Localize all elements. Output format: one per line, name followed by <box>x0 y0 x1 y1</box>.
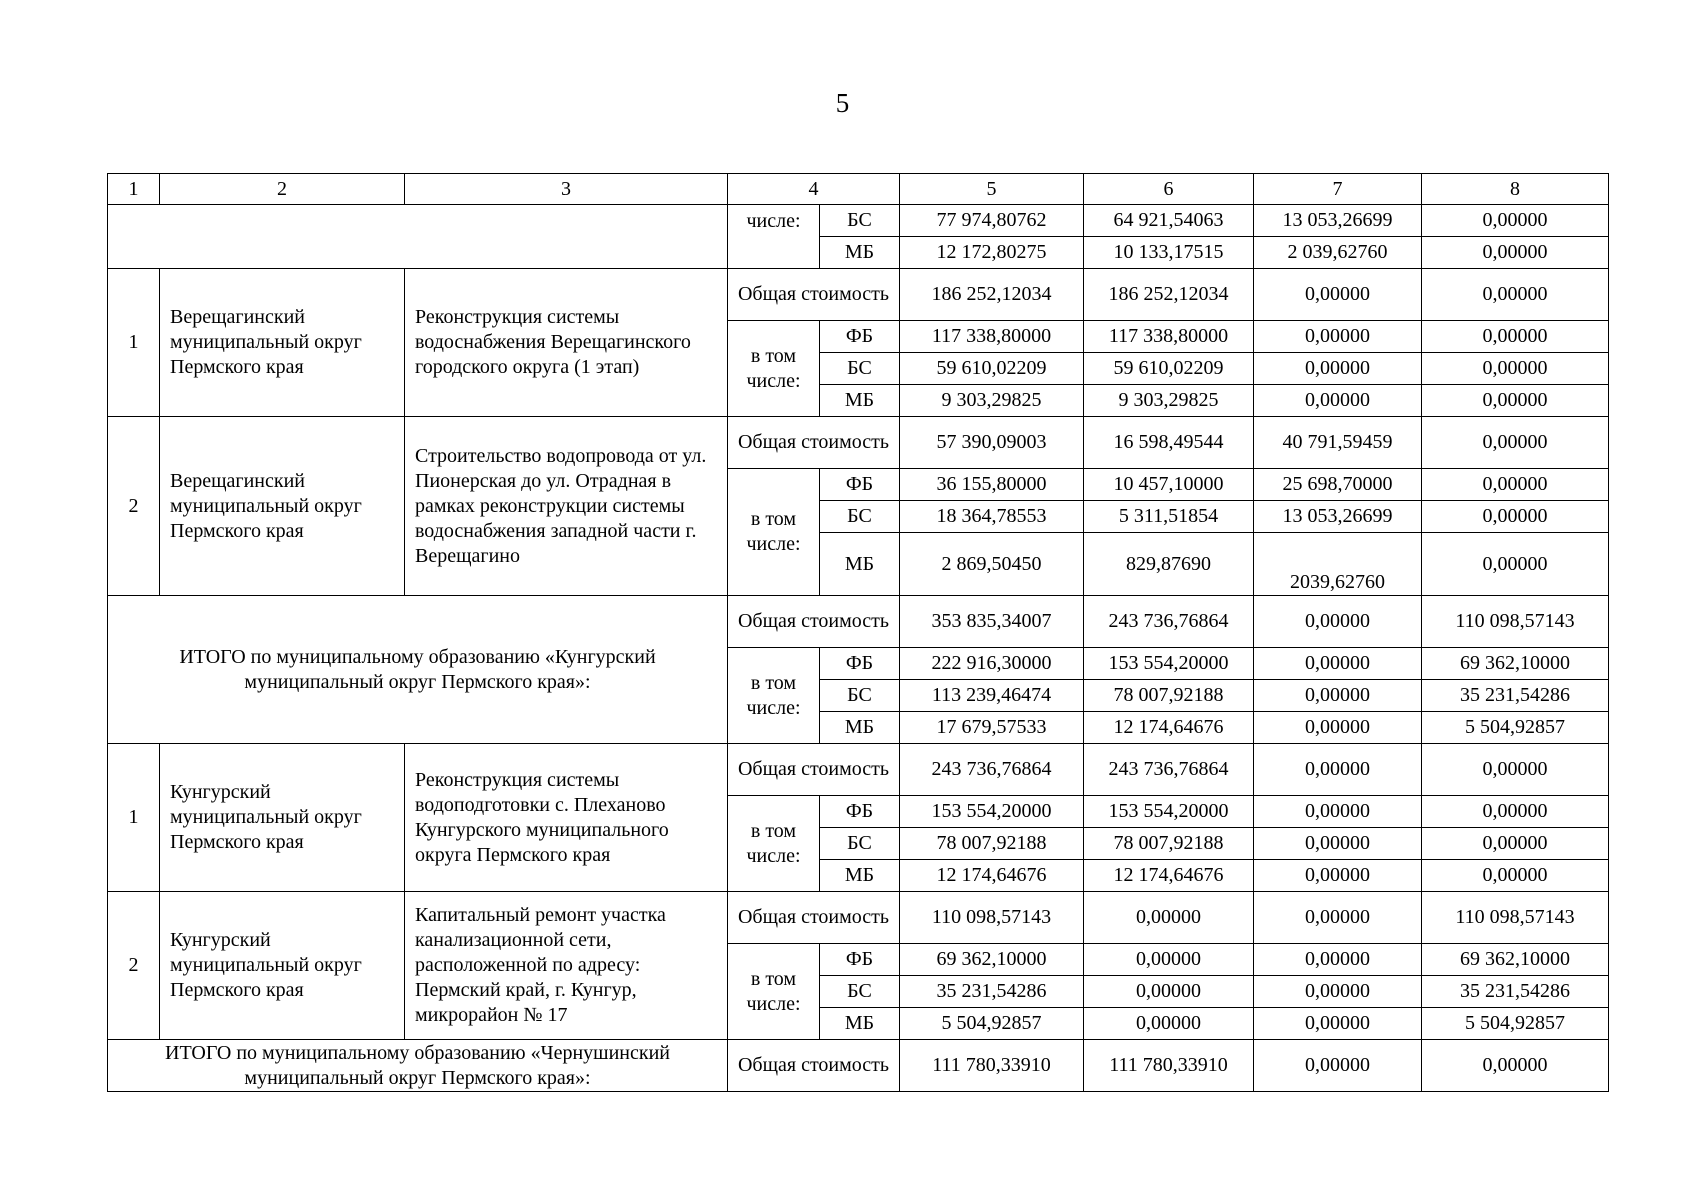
value-cell: 0,00000 <box>1422 469 1609 501</box>
value-cell: 153 554,20000 <box>1084 648 1254 680</box>
value-cell: 153 554,20000 <box>900 796 1084 828</box>
value-cell: 12 174,64676 <box>1084 712 1254 744</box>
value-cell: 0,00000 <box>1254 828 1422 860</box>
fund-label: БС <box>820 205 900 237</box>
value-cell: 12 174,64676 <box>900 860 1084 892</box>
value-cell: 35 231,54286 <box>1422 680 1609 712</box>
value-cell: 117 338,80000 <box>1084 321 1254 353</box>
value-cell: 111 780,33910 <box>1084 1040 1254 1092</box>
header-cell: 3 <box>405 174 728 205</box>
value-cell: 0,00000 <box>1254 976 1422 1008</box>
total-cost-label: Общая стоимость <box>728 1040 900 1092</box>
value-cell: 0,00000 <box>1254 269 1422 321</box>
value-cell: 36 155,80000 <box>900 469 1084 501</box>
carryover-row-bs <box>108 205 1609 237</box>
value-cell: 222 916,30000 <box>900 648 1084 680</box>
value-cell: 110 098,57143 <box>900 892 1084 944</box>
value-cell: 69 362,10000 <box>900 944 1084 976</box>
value-cell: 110 098,57143 <box>1422 596 1609 648</box>
value-cell: 0,00000 <box>1084 892 1254 944</box>
value-cell: 0,00000 <box>1422 417 1609 469</box>
value-cell: 829,87690 <box>1084 533 1254 596</box>
value-cell: 0,00000 <box>1254 712 1422 744</box>
value-cell: 0,00000 <box>1254 1040 1422 1092</box>
header-cell: 6 <box>1084 174 1254 205</box>
incl-label: в том числе: <box>728 321 820 417</box>
value-cell: 35 231,54286 <box>1422 976 1609 1008</box>
municipality-name: Верещагинский муниципальный округ Пермского края <box>160 417 405 596</box>
value-cell: 0,00000 <box>1254 860 1422 892</box>
value-cell: 0,00000 <box>1254 892 1422 944</box>
total-cost-label: Общая стоимость <box>728 892 900 944</box>
value-cell: 78 007,92188 <box>1084 828 1254 860</box>
value-cell: 0,00000 <box>1254 796 1422 828</box>
value-cell: 5 504,92857 <box>900 1008 1084 1040</box>
municipality-name: Кунгурский муниципальный округ Пермского края <box>160 744 405 892</box>
value-cell: 10 133,17515 <box>1084 237 1254 269</box>
value-cell: 17 679,57533 <box>900 712 1084 744</box>
value-cell: 0,00000 <box>1422 533 1609 596</box>
header-cell: 1 <box>108 174 160 205</box>
fund-label: ФБ <box>820 944 900 976</box>
value-cell: 5 504,92857 <box>1422 1008 1609 1040</box>
value-cell: 0,00000 <box>1084 1008 1254 1040</box>
fund-label: МБ <box>820 1008 900 1040</box>
item-number: 2 <box>108 417 160 596</box>
incl-label: в том числе: <box>728 469 820 596</box>
group-total-total-row <box>108 596 1609 648</box>
value-cell: 0,00000 <box>1254 944 1422 976</box>
value-cell: 59 610,02209 <box>1084 353 1254 385</box>
value-cell: 0,00000 <box>1422 321 1609 353</box>
value-cell: 0,00000 <box>1422 385 1609 417</box>
group-total-total-row <box>108 1040 1609 1092</box>
fund-label: БС <box>820 976 900 1008</box>
fund-label: МБ <box>820 533 900 596</box>
value-cell: 153 554,20000 <box>1084 796 1254 828</box>
value-cell: 78 007,92188 <box>900 828 1084 860</box>
value-cell: 12 174,64676 <box>1084 860 1254 892</box>
value-cell: 64 921,54063 <box>1084 205 1254 237</box>
value-cell: 243 736,76864 <box>1084 744 1254 796</box>
group-total-title: ИТОГО по муниципальному образованию «Чернушинский муниципальный округ Пермского края»: <box>108 1040 728 1092</box>
header-cell: 2 <box>160 174 405 205</box>
funding-table-body <box>108 174 1609 1092</box>
page-number: 5 <box>835 88 850 118</box>
item-total-row <box>108 744 1609 796</box>
item-number: 1 <box>108 744 160 892</box>
item-number: 1 <box>108 269 160 417</box>
fund-label: МБ <box>820 237 900 269</box>
total-cost-label: Общая стоимость <box>728 744 900 796</box>
value-cell: 0,00000 <box>1254 321 1422 353</box>
value-cell: 40 791,59459 <box>1254 417 1422 469</box>
fund-label: ФБ <box>820 321 900 353</box>
value-cell: 35 231,54286 <box>900 976 1084 1008</box>
header-cell: 5 <box>900 174 1084 205</box>
total-cost-label: Общая стоимость <box>728 417 900 469</box>
value-cell: 13 053,26699 <box>1254 501 1422 533</box>
value-cell: 12 172,80275 <box>900 237 1084 269</box>
value-cell: 10 457,10000 <box>1084 469 1254 501</box>
item-number: 2 <box>108 892 160 1040</box>
value-cell: 113 239,46474 <box>900 680 1084 712</box>
value-cell: 0,00000 <box>1084 944 1254 976</box>
value-cell: 186 252,12034 <box>1084 269 1254 321</box>
incl-label: в том числе: <box>728 944 820 1040</box>
value-cell: 2 869,50450 <box>900 533 1084 596</box>
municipality-name: Кунгурский муниципальный округ Пермского края <box>160 892 405 1040</box>
fund-label: ФБ <box>820 648 900 680</box>
value-cell: 0,00000 <box>1422 205 1609 237</box>
object-name: Строительство водопровода от ул. Пионерская до ул. Отрадная в рамках реконструкции системы водоснабжения западной части г. Верещагино <box>405 417 728 596</box>
value-cell: 2039,62760 <box>1254 533 1422 596</box>
item-total-row <box>108 417 1609 469</box>
value-cell: 0,00000 <box>1422 269 1609 321</box>
value-cell: 0,00000 <box>1084 976 1254 1008</box>
value-cell: 0,00000 <box>1422 501 1609 533</box>
value-cell: 69 362,10000 <box>1422 648 1609 680</box>
value-cell: 243 736,76864 <box>1084 596 1254 648</box>
value-cell: 0,00000 <box>1254 353 1422 385</box>
value-cell: 16 598,49544 <box>1084 417 1254 469</box>
value-cell: 0,00000 <box>1422 796 1609 828</box>
incl-label: в том числе: <box>728 648 820 744</box>
value-cell: 0,00000 <box>1254 385 1422 417</box>
value-cell: 18 364,78553 <box>900 501 1084 533</box>
fund-label: ФБ <box>820 469 900 501</box>
value-cell: 0,00000 <box>1254 648 1422 680</box>
value-cell: 2 039,62760 <box>1254 237 1422 269</box>
value-cell: 25 698,70000 <box>1254 469 1422 501</box>
item-total-row <box>108 269 1609 321</box>
header-cell: 4 <box>728 174 900 205</box>
value-cell: 9 303,29825 <box>1084 385 1254 417</box>
value-cell: 0,00000 <box>1422 1040 1609 1092</box>
value-cell: 0,00000 <box>1422 353 1609 385</box>
fund-label: ФБ <box>820 796 900 828</box>
value-cell: 0,00000 <box>1254 680 1422 712</box>
object-name: Реконструкция системы водоподготовки с. Плеханово Кунгурского муниципального округа Пермского края <box>405 744 728 892</box>
incl-label: числе: <box>728 205 820 269</box>
value-cell: 0,00000 <box>1422 237 1609 269</box>
value-cell: 243 736,76864 <box>900 744 1084 796</box>
object-name: Реконструкция системы водоснабжения Верещагинского городского округа (1 этап) <box>405 269 728 417</box>
total-cost-label: Общая стоимость <box>728 269 900 321</box>
value-cell: 0,00000 <box>1254 744 1422 796</box>
fund-label: МБ <box>820 712 900 744</box>
value-cell: 9 303,29825 <box>900 385 1084 417</box>
value-cell: 69 362,10000 <box>1422 944 1609 976</box>
value-cell: 13 053,26699 <box>1254 205 1422 237</box>
group-total-title: ИТОГО по муниципальному образованию «Кунгурский муниципальный округ Пермского края»: <box>108 596 728 744</box>
fund-label: МБ <box>820 385 900 417</box>
value-cell: 186 252,12034 <box>900 269 1084 321</box>
fund-label: БС <box>820 353 900 385</box>
item-total-row <box>108 892 1609 944</box>
carryover-blank <box>108 205 728 269</box>
value-cell: 111 780,33910 <box>900 1040 1084 1092</box>
fund-label: БС <box>820 828 900 860</box>
header-cell: 7 <box>1254 174 1422 205</box>
value-cell: 59 610,02209 <box>900 353 1084 385</box>
value-cell: 5 311,51854 <box>1084 501 1254 533</box>
object-name: Капитальный ремонт участка канализационной сети, расположенной по адресу: Пермский край, г. Кунгур, микрорайон № 17 <box>405 892 728 1040</box>
value-cell: 353 835,34007 <box>900 596 1084 648</box>
value-cell: 110 098,57143 <box>1422 892 1609 944</box>
incl-label: в том числе: <box>728 796 820 892</box>
value-cell: 0,00000 <box>1254 1008 1422 1040</box>
value-cell: 0,00000 <box>1254 596 1422 648</box>
fund-label: МБ <box>820 860 900 892</box>
header-row <box>108 174 1609 205</box>
value-cell: 0,00000 <box>1422 860 1609 892</box>
value-cell: 78 007,92188 <box>1084 680 1254 712</box>
value-cell: 0,00000 <box>1422 828 1609 860</box>
value-cell: 57 390,09003 <box>900 417 1084 469</box>
fund-label: БС <box>820 680 900 712</box>
municipality-name: Верещагинский муниципальный округ Пермского края <box>160 269 405 417</box>
funding-table <box>107 173 1609 1092</box>
value-cell: 77 974,80762 <box>900 205 1084 237</box>
header-cell: 8 <box>1422 174 1609 205</box>
value-cell: 5 504,92857 <box>1422 712 1609 744</box>
total-cost-label: Общая стоимость <box>728 596 900 648</box>
fund-label: БС <box>820 501 900 533</box>
value-cell: 117 338,80000 <box>900 321 1084 353</box>
value-cell: 0,00000 <box>1422 744 1609 796</box>
